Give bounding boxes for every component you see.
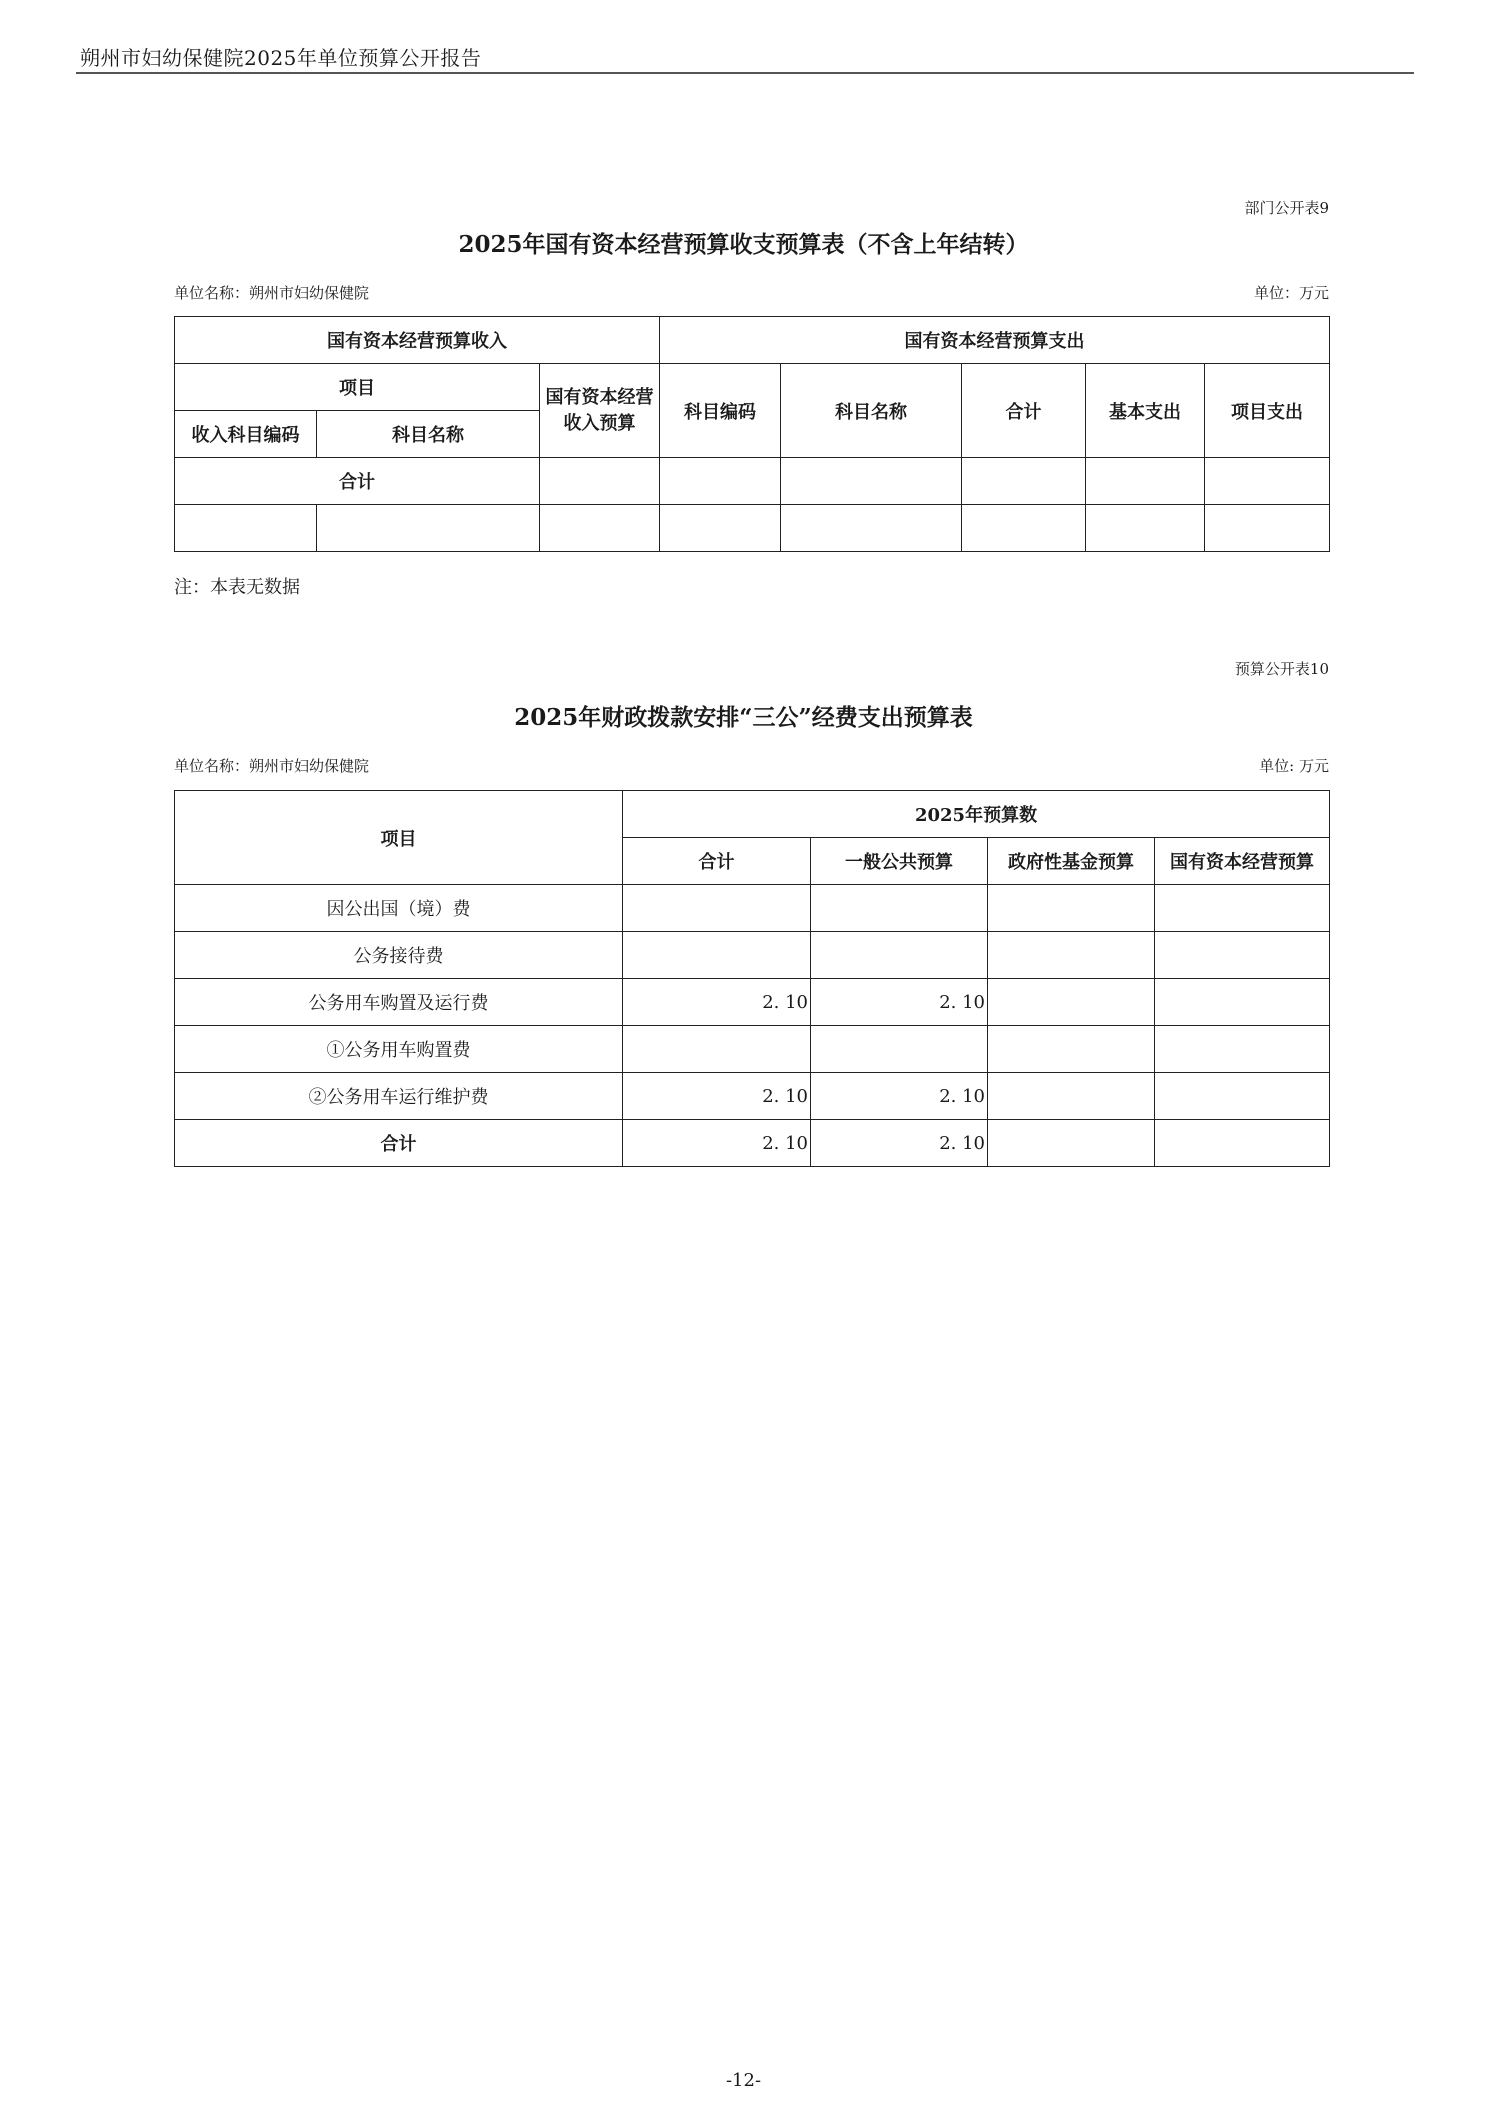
row-label: 合计 xyxy=(175,1120,623,1167)
table-cell xyxy=(781,458,962,505)
table-row xyxy=(175,885,1330,932)
row-label: ②公务用车运行维护费 xyxy=(175,1073,623,1120)
table9 xyxy=(174,316,1330,552)
report-header: 朔州市妇幼保健院2025年单位预算公开报告 xyxy=(80,46,482,70)
cell-total: 2. 10 xyxy=(623,1073,811,1120)
cell-fund xyxy=(988,1073,1155,1120)
cell-general xyxy=(811,885,988,932)
subject-code-header: 科目编码 xyxy=(660,364,781,458)
table-cell xyxy=(660,458,781,505)
cell-total xyxy=(623,1026,811,1073)
table10 xyxy=(174,790,1330,1167)
cell-general: 2. 10 xyxy=(811,1073,988,1120)
year-budget-header: 2025年预算数 xyxy=(623,791,1330,838)
col-total-header: 合计 xyxy=(623,838,811,885)
table10-unit-name: 单位名称：朔州市妇幼保健院 xyxy=(174,757,370,775)
cell-total xyxy=(623,885,811,932)
cell-total: 2. 10 xyxy=(623,979,811,1026)
table-cell xyxy=(317,505,540,552)
table9-header-row-1 xyxy=(175,317,1330,364)
table9-empty-row xyxy=(175,505,1330,552)
table-cell xyxy=(660,505,781,552)
table-cell xyxy=(540,458,660,505)
cell-general: 2. 10 xyxy=(811,1120,988,1167)
table-cell xyxy=(781,505,962,552)
table-row xyxy=(175,979,1330,1026)
table-row xyxy=(175,1073,1330,1120)
cell-total xyxy=(623,932,811,979)
table9-unit: 单位：万元 xyxy=(1253,284,1329,302)
cell-fund xyxy=(988,885,1155,932)
subject-name-header-expense: 科目名称 xyxy=(781,364,962,458)
table10-header-row-1 xyxy=(175,791,1330,838)
table-cell xyxy=(1205,505,1330,552)
cell-fund xyxy=(988,932,1155,979)
cell-fund xyxy=(988,1026,1155,1073)
total-header: 合计 xyxy=(962,364,1086,458)
table9-title: 2025年国有资本经营预算收支预算表（不含上年结转） xyxy=(458,231,1029,258)
table9-tag: 部门公开表9 xyxy=(1244,199,1329,217)
row-label: 因公出国（境）费 xyxy=(175,885,623,932)
cell-state xyxy=(1155,1073,1330,1120)
project-expense-header: 项目支出 xyxy=(1205,364,1330,458)
table9-total-row xyxy=(175,458,1330,505)
table-cell xyxy=(962,458,1086,505)
table9-unit-name: 单位名称：朔州市妇幼保健院 xyxy=(174,284,370,302)
header-rule xyxy=(76,72,1414,74)
table-cell xyxy=(1086,458,1205,505)
cell-state xyxy=(1155,932,1330,979)
row-label: 公务用车购置及运行费 xyxy=(175,979,623,1026)
cell-general xyxy=(811,1026,988,1073)
table10-tag: 预算公开表10 xyxy=(1234,660,1329,678)
expense-header: 国有资本经营预算支出 xyxy=(660,317,1330,364)
cell-state xyxy=(1155,1026,1330,1073)
item-header: 项目 xyxy=(175,364,540,411)
income-header: 国有资本经营预算收入 xyxy=(175,317,660,364)
table9-note: 注：本表无数据 xyxy=(174,577,300,598)
table-cell xyxy=(962,505,1086,552)
table-cell xyxy=(540,505,660,552)
cell-total: 2. 10 xyxy=(623,1120,811,1167)
cell-state xyxy=(1155,979,1330,1026)
table10-title: 2025年财政拨款安排“三公”经费支出预算表 xyxy=(514,704,973,731)
row-label: ①公务用车购置费 xyxy=(175,1026,623,1073)
subject-name-header: 科目名称 xyxy=(317,411,540,458)
table10-item-header: 项目 xyxy=(175,791,623,885)
table-row xyxy=(175,932,1330,979)
table9-header-row-2 xyxy=(175,364,1330,411)
income-code-header: 收入科目编码 xyxy=(175,411,317,458)
income-budget-header: 国有资本经营收入预算 xyxy=(540,364,660,458)
table-cell xyxy=(175,505,317,552)
page-number: -12- xyxy=(725,2070,762,2091)
cell-general: 2. 10 xyxy=(811,979,988,1026)
col-state-header: 国有资本经营预算 xyxy=(1155,838,1330,885)
cell-general xyxy=(811,932,988,979)
row-label: 公务接待费 xyxy=(175,932,623,979)
table10-unit: 单位: 万元 xyxy=(1259,757,1329,775)
col-general-header: 一般公共预算 xyxy=(811,838,988,885)
col-fund-header: 政府性基金预算 xyxy=(988,838,1155,885)
table-row xyxy=(175,1026,1330,1073)
cell-state xyxy=(1155,885,1330,932)
table10-total-row xyxy=(175,1120,1330,1167)
cell-fund xyxy=(988,979,1155,1026)
table9-total-label: 合计 xyxy=(175,458,540,505)
basic-expense-header: 基本支出 xyxy=(1086,364,1205,458)
cell-fund xyxy=(988,1120,1155,1167)
table-cell xyxy=(1086,505,1205,552)
table-cell xyxy=(1205,458,1330,505)
cell-state xyxy=(1155,1120,1330,1167)
